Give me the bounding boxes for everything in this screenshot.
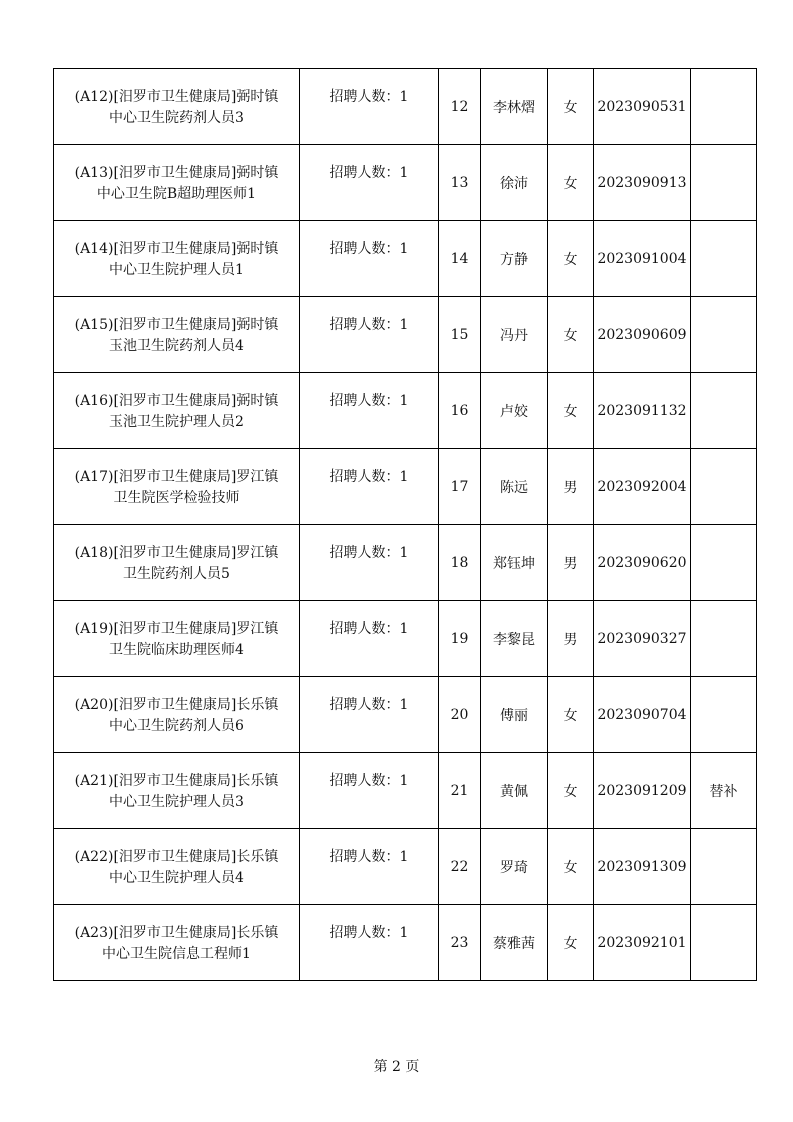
hiring-count-cell: 招聘人数：1: [300, 905, 439, 981]
ticket-number-cell: 2023091309: [594, 829, 691, 905]
gender-cell: 女: [548, 145, 594, 221]
table-row: [54, 753, 757, 829]
serial-number-cell: 20: [439, 677, 481, 753]
serial-number-cell: 18: [439, 525, 481, 601]
hiring-count-cell: 招聘人数：1: [300, 221, 439, 297]
candidate-name-cell: 李林熠: [481, 69, 548, 145]
position-cell: [54, 373, 300, 449]
position-line-1: (A23)[汨罗市卫生健康局]长乐镇: [74, 925, 279, 941]
position-cell: [54, 145, 300, 221]
serial-number-cell: 21: [439, 753, 481, 829]
serial-number-cell: 22: [439, 829, 481, 905]
position-line-2: 中心卫生院药剂人员3: [109, 110, 244, 126]
note-cell: [691, 905, 757, 981]
position-line-2: 玉池卫生院护理人员2: [109, 414, 244, 430]
gender-cell: 女: [548, 677, 594, 753]
position-line-1: (A22)[汨罗市卫生健康局]长乐镇: [74, 849, 279, 865]
position-cell: [54, 677, 300, 753]
gender-cell: 女: [548, 221, 594, 297]
hiring-count-cell: 招聘人数：1: [300, 525, 439, 601]
table-row: [54, 525, 757, 601]
position-cell: [54, 525, 300, 601]
table-row: [54, 145, 757, 221]
ticket-number-cell: 2023092004: [594, 449, 691, 525]
position-cell: [54, 753, 300, 829]
note-cell: [691, 449, 757, 525]
serial-number-cell: 23: [439, 905, 481, 981]
candidate-name-cell: 傅丽: [481, 677, 548, 753]
table-row: [54, 221, 757, 297]
candidate-name-cell: 郑钰坤: [481, 525, 548, 601]
gender-cell: 男: [548, 449, 594, 525]
ticket-number-cell: 2023090531: [594, 69, 691, 145]
position-cell: [54, 905, 300, 981]
hiring-count-cell: 招聘人数：1: [300, 753, 439, 829]
position-line-1: (A19)[汨罗市卫生健康局]罗江镇: [74, 621, 279, 637]
note-cell: [691, 373, 757, 449]
ticket-number-cell: 2023090704: [594, 677, 691, 753]
position-cell: [54, 449, 300, 525]
position-line-2: 卫生院临床助理医师4: [109, 642, 244, 658]
gender-cell: 女: [548, 373, 594, 449]
roster-table: [53, 68, 757, 981]
serial-number-cell: 13: [439, 145, 481, 221]
serial-number-cell: 12: [439, 69, 481, 145]
gender-cell: 女: [548, 753, 594, 829]
position-line-1: (A18)[汨罗市卫生健康局]罗江镇: [74, 545, 279, 561]
candidate-name-cell: 罗琦: [481, 829, 548, 905]
serial-number-cell: 15: [439, 297, 481, 373]
hiring-count-cell: 招聘人数：1: [300, 677, 439, 753]
serial-number-cell: 17: [439, 449, 481, 525]
ticket-number-cell: 2023090620: [594, 525, 691, 601]
hiring-count-cell: 招聘人数：1: [300, 373, 439, 449]
position-cell: [54, 297, 300, 373]
table-row: [54, 69, 757, 145]
candidate-name-cell: 卢姣: [481, 373, 548, 449]
position-line-1: (A13)[汨罗市卫生健康局]弼时镇: [74, 165, 279, 181]
position-line-2: 卫生院药剂人员5: [123, 566, 230, 582]
table-row: [54, 905, 757, 981]
hiring-count-cell: 招聘人数：1: [300, 69, 439, 145]
note-cell: [691, 829, 757, 905]
candidate-name-cell: 徐沛: [481, 145, 548, 221]
position-line-2: 中心卫生院护理人员4: [109, 870, 244, 886]
note-cell: [691, 525, 757, 601]
position-line-2: 中心卫生院护理人员3: [109, 794, 244, 810]
position-cell: [54, 601, 300, 677]
serial-number-cell: 19: [439, 601, 481, 677]
position-line-1: (A14)[汨罗市卫生健康局]弼时镇: [74, 241, 279, 257]
position-cell: [54, 69, 300, 145]
table-row: [54, 373, 757, 449]
note-cell: [691, 145, 757, 221]
table-row: [54, 601, 757, 677]
ticket-number-cell: 2023091132: [594, 373, 691, 449]
ticket-number-cell: 2023090609: [594, 297, 691, 373]
candidate-name-cell: 黄佩: [481, 753, 548, 829]
position-line-2: 中心卫生院护理人员1: [109, 262, 244, 278]
position-line-2: 卫生院医学检验技师: [113, 490, 240, 506]
position-line-1: (A20)[汨罗市卫生健康局]长乐镇: [74, 697, 279, 713]
ticket-number-cell: 2023091209: [594, 753, 691, 829]
roster-body: [54, 69, 757, 981]
candidate-name-cell: 李黎昆: [481, 601, 548, 677]
page-number: 第 2 页: [373, 1059, 420, 1075]
gender-cell: 男: [548, 601, 594, 677]
position-cell: [54, 221, 300, 297]
note-cell: [691, 221, 757, 297]
note-cell: [691, 677, 757, 753]
serial-number-cell: 14: [439, 221, 481, 297]
gender-cell: 女: [548, 905, 594, 981]
gender-cell: 女: [548, 829, 594, 905]
position-line-1: (A21)[汨罗市卫生健康局]长乐镇: [74, 773, 279, 789]
ticket-number-cell: 2023090913: [594, 145, 691, 221]
hiring-count-cell: 招聘人数：1: [300, 145, 439, 221]
ticket-number-cell: 2023090327: [594, 601, 691, 677]
table-row: [54, 677, 757, 753]
position-cell: [54, 829, 300, 905]
position-line-2: 中心卫生院信息工程师1: [102, 946, 251, 962]
gender-cell: 女: [548, 297, 594, 373]
hiring-count-cell: 招聘人数：1: [300, 449, 439, 525]
table-row: [54, 297, 757, 373]
note-cell: [691, 601, 757, 677]
note-cell: 替补: [691, 753, 757, 829]
position-line-1: (A12)[汨罗市卫生健康局]弼时镇: [74, 89, 279, 105]
position-line-2: 中心卫生院药剂人员6: [109, 718, 244, 734]
position-line-1: (A16)[汨罗市卫生健康局]弼时镇: [74, 393, 279, 409]
candidate-name-cell: 冯丹: [481, 297, 548, 373]
note-cell: [691, 69, 757, 145]
hiring-count-cell: 招聘人数：1: [300, 601, 439, 677]
note-cell: [691, 297, 757, 373]
position-line-2: 玉池卫生院药剂人员4: [109, 338, 244, 354]
position-line-1: (A15)[汨罗市卫生健康局]弼时镇: [74, 317, 279, 333]
gender-cell: 男: [548, 525, 594, 601]
ticket-number-cell: 2023091004: [594, 221, 691, 297]
ticket-number-cell: 2023092101: [594, 905, 691, 981]
position-line-1: (A17)[汨罗市卫生健康局]罗江镇: [74, 469, 279, 485]
hiring-count-cell: 招聘人数：1: [300, 297, 439, 373]
candidate-name-cell: 陈远: [481, 449, 548, 525]
table-row: [54, 829, 757, 905]
candidate-name-cell: 蔡雅茜: [481, 905, 548, 981]
gender-cell: 女: [548, 69, 594, 145]
candidate-name-cell: 方静: [481, 221, 548, 297]
position-line-2: 中心卫生院B超助理医师1: [96, 186, 257, 202]
hiring-count-cell: 招聘人数：1: [300, 829, 439, 905]
table-row: [54, 449, 757, 525]
serial-number-cell: 16: [439, 373, 481, 449]
